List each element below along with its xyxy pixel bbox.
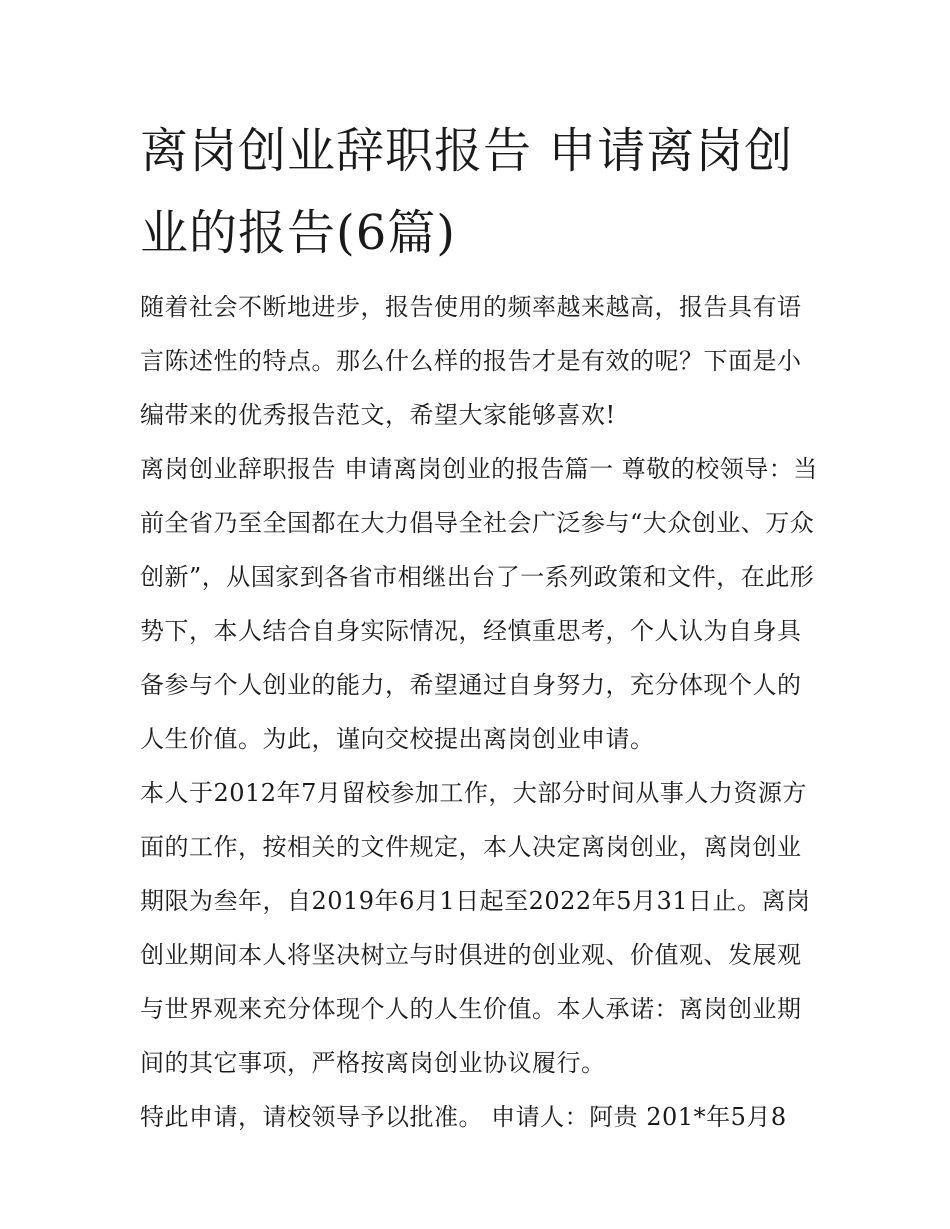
document-page [140,110,820,1144]
paragraph-application: 离岗创业辞职报告 申请离岗创业的报告篇一 尊敬的校领导：当前全省乃至全国都在大力倡导全社会广泛参与“大众创业、万众创新”，从国家到各省市相继出台了一系列政策和文件，在此形势下，本人结合自身实际情况，经慎重思考，个人认为自身具备参与个人创业的能力，希望通过自身努力，充分体现个人的人生价值。为此，谨向交校提出离岗创业申请。 [140,455,818,753]
paragraph-closing: 特此申请，请校领导予以批准。 申请人：阿贵 201*年5月8 [140,1103,787,1131]
document-title: 离岗创业辞职报告 申请离岗创业的报告(6篇) [140,123,794,261]
paragraph-intro: 随着社会不断地进步，报告使用的频率越来越高，报告具有语言陈述性的特点。那么什么样的报告才是有效的呢？下面是小编带来的优秀报告范文，希望大家能够喜欢! [140,293,802,429]
paragraph-details: 本人于2012年7月留校参加工作，大部分时间从事人力资源方面的工作，按相关的文件规定，本人决定离岗创业，离岗创业期限为叁年，自2019年6月1日起至2022年5月31日止。离岗创业期间本人将坚决树立与时俱进的创业观、价值观、发展观与世界观来充分体现个人的人生价值。本人承诺：离岗创业期间的其它事项，严格按离岗创业协议履行。 [140,779,811,1077]
